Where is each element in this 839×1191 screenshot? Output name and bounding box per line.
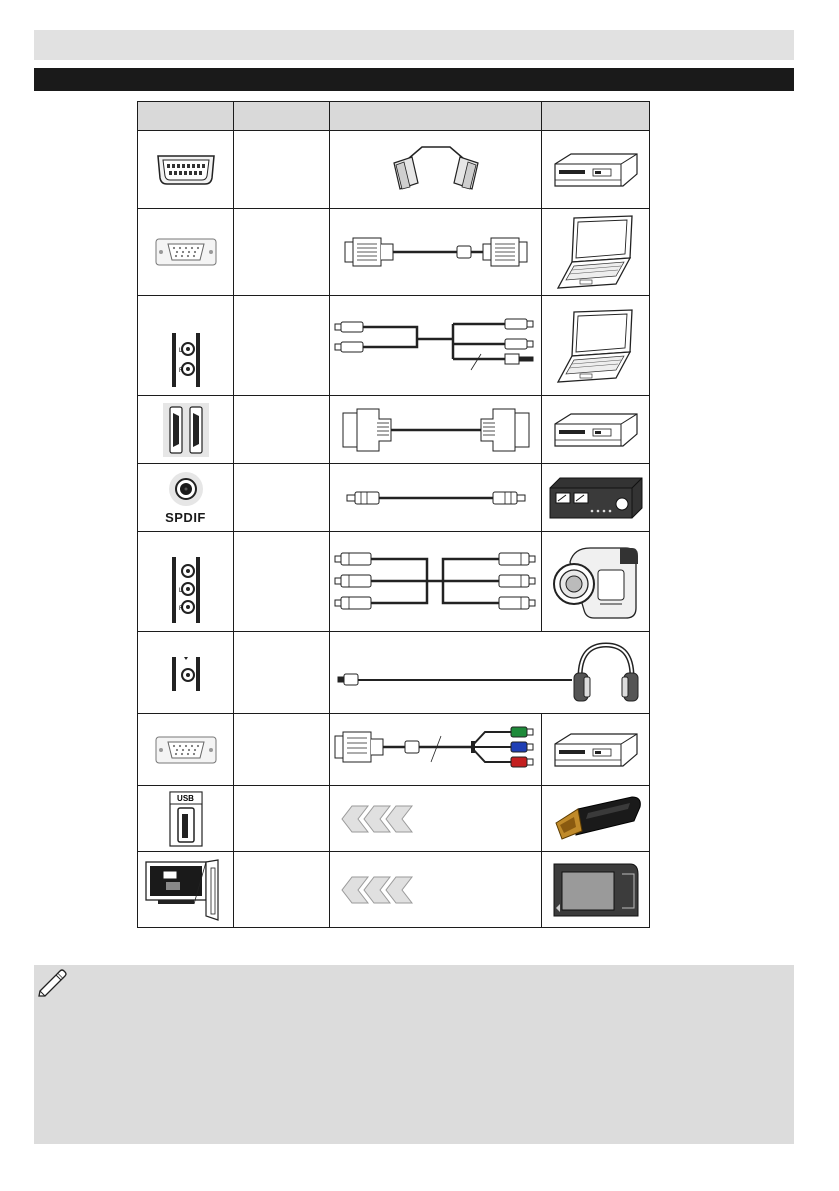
pc-audio-cable-icon <box>330 296 542 396</box>
svg-text:L: L <box>178 348 182 354</box>
spdif-label: SPDIF <box>165 509 206 525</box>
ci-slot-icon <box>138 852 234 928</box>
ci-module-icon <box>542 852 650 928</box>
table-row <box>138 714 650 786</box>
table-row <box>138 464 650 532</box>
type-cell <box>234 464 330 532</box>
camcorder-icon <box>542 532 650 632</box>
table-row <box>138 209 650 296</box>
table-row <box>138 396 650 464</box>
usb-stick-icon <box>542 786 650 852</box>
scart-cable-icon <box>330 131 542 209</box>
coaxial-cable-icon <box>330 464 542 532</box>
svg-text:R: R <box>178 368 183 374</box>
table-row <box>138 852 650 928</box>
headphone-jack-icon <box>138 632 234 714</box>
connections-table <box>137 101 650 928</box>
type-cell <box>234 396 330 464</box>
type-cell <box>234 532 330 632</box>
note-box <box>34 965 794 1144</box>
usb-port-icon <box>138 786 234 852</box>
pencil-note-icon <box>36 967 68 997</box>
table-row <box>138 296 650 396</box>
type-cell <box>234 209 330 296</box>
vga-port-icon <box>138 209 234 296</box>
ypbpr-vga-port-icon <box>138 714 234 786</box>
dvd-recorder-icon <box>542 396 650 464</box>
insert-arrows-icon <box>330 786 542 852</box>
dvd-recorder-icon <box>542 714 650 786</box>
vga-to-component-cable-icon <box>330 714 542 786</box>
type-cell <box>234 131 330 209</box>
table-header-row <box>138 102 650 131</box>
av-cable-icon <box>330 532 542 632</box>
insert-arrows-icon <box>330 852 542 928</box>
scart-port-icon <box>138 131 234 209</box>
hdmi-cable-icon <box>330 396 542 464</box>
hdmi-ports-icon <box>138 396 234 464</box>
laptop-icon <box>542 296 650 396</box>
spdif-port-icon <box>138 464 234 532</box>
svg-text:L: L <box>178 588 182 594</box>
table-row <box>138 786 650 852</box>
svg-text:R: R <box>178 606 183 612</box>
av-jacks-icon <box>138 532 234 632</box>
type-cell <box>234 852 330 928</box>
table-row <box>138 532 650 632</box>
pc-audio-port-icon <box>138 296 234 396</box>
type-cell <box>234 296 330 396</box>
vga-cable-icon <box>330 209 542 296</box>
header-connector <box>138 102 234 131</box>
table-row <box>138 632 650 714</box>
header-cables <box>330 102 542 131</box>
type-cell <box>234 714 330 786</box>
table-row <box>138 131 650 209</box>
header-device <box>542 102 650 131</box>
type-cell <box>234 632 330 714</box>
laptop-icon <box>542 209 650 296</box>
title-bar <box>34 68 794 91</box>
type-cell <box>234 786 330 852</box>
headphone-cable-icon <box>330 632 650 714</box>
dvd-recorder-icon <box>542 131 650 209</box>
audio-amplifier-icon <box>542 464 650 532</box>
section-header-band <box>34 30 794 60</box>
header-type <box>234 102 330 131</box>
